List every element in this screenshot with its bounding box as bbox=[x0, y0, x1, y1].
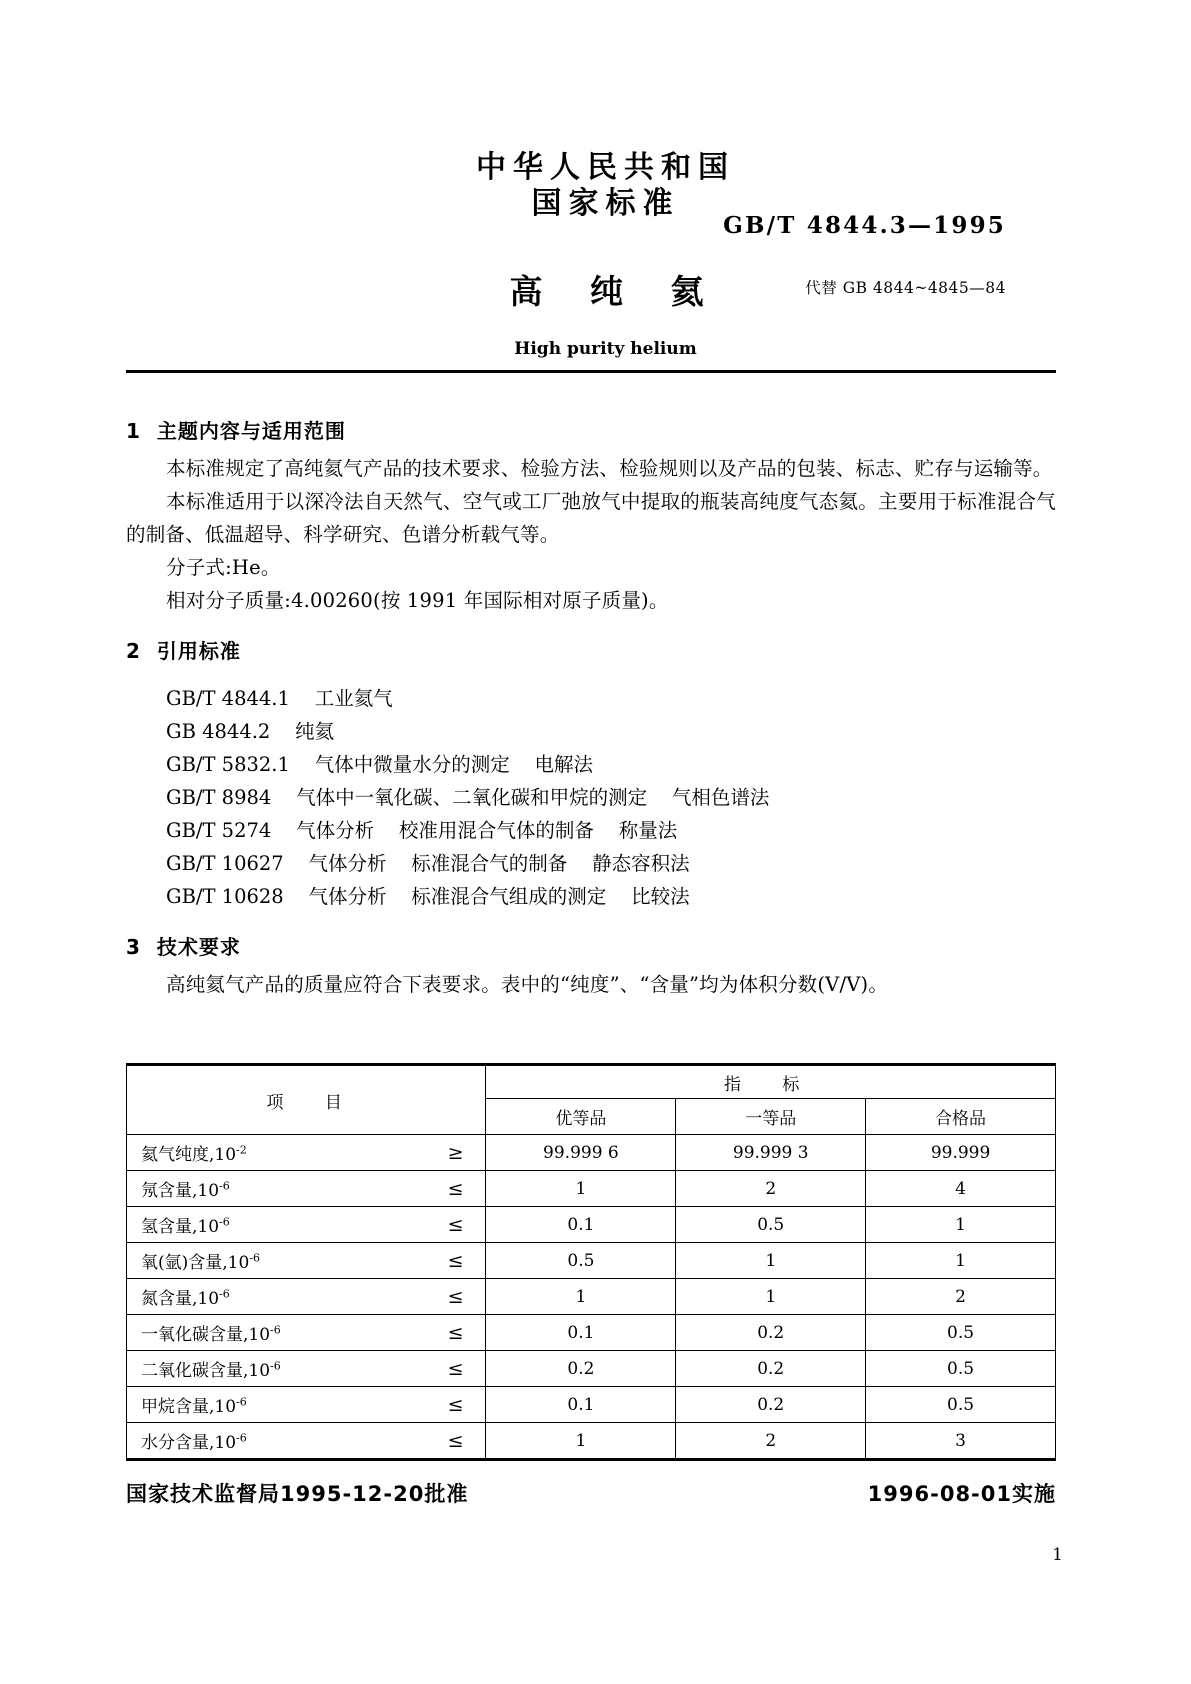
table-cell: 1 bbox=[866, 1207, 1056, 1243]
table-body bbox=[127, 1065, 1056, 1460]
item-cell bbox=[127, 1135, 485, 1170]
table-header-grade-2: 合格品 bbox=[866, 1099, 1056, 1135]
specification-table bbox=[126, 1063, 1056, 1461]
document-header bbox=[0, 150, 1191, 359]
approval-text: 国家技术监督局1995-12-20批准 bbox=[126, 1482, 469, 1506]
table-row bbox=[127, 1279, 1056, 1315]
standard-number: GB/T 4844.3—1995 bbox=[723, 212, 1006, 239]
section-1-paragraph-4: 相对分子质量:4.00260(按 1991 年国际相对原子质量)。 bbox=[166, 589, 669, 612]
table-row-item bbox=[127, 1351, 486, 1387]
implementation-text: 1996-08-01实施 bbox=[867, 1482, 1056, 1506]
item-label: 氖含量$,10^{-6}$ bbox=[141, 1179, 230, 1201]
item-operator: ≤ bbox=[447, 1249, 464, 1272]
item-cell bbox=[127, 1387, 485, 1422]
list-item: GB/T 4844.1 工业氦气 bbox=[166, 687, 393, 710]
spacer bbox=[126, 672, 1056, 682]
item-label: 甲烷含量$,10^{-6}$ bbox=[141, 1395, 247, 1417]
item-operator: ≤ bbox=[447, 1213, 464, 1236]
table-row bbox=[127, 1243, 1056, 1279]
page-number: 1 bbox=[1052, 1545, 1063, 1565]
table-cell: 1 bbox=[486, 1423, 676, 1460]
table-cell: 99.999 3 bbox=[676, 1135, 866, 1171]
document-title-english: High purity helium bbox=[514, 339, 697, 359]
table-cell: 99.999 bbox=[866, 1135, 1056, 1171]
item-label: 二氧化碳含量$,10^{-6}$ bbox=[141, 1359, 281, 1381]
table-cell: 0.1 bbox=[486, 1387, 676, 1423]
item-cell bbox=[127, 1351, 485, 1386]
section-1-paragraph-3: 分子式:He。 bbox=[166, 556, 281, 579]
item-operator: ≤ bbox=[447, 1321, 464, 1344]
section-1-paragraph-1: 本标准规定了高纯氦气产品的技术要求、检验方法、检验规则以及产品的包装、标志、贮存与运输等。 bbox=[166, 457, 1053, 480]
table-cell: 0.2 bbox=[676, 1315, 866, 1351]
item-label: 氧(氩)含量$,10^{-6}$ bbox=[141, 1251, 261, 1273]
list-item: GB/T 5274 气体分析 校准用混合气体的制备 称量法 bbox=[166, 819, 678, 842]
table-cell: 1 bbox=[486, 1279, 676, 1315]
document-body bbox=[126, 415, 1056, 1001]
table-row-item bbox=[127, 1387, 486, 1423]
table-cell: 0.1 bbox=[486, 1315, 676, 1351]
table-row-item bbox=[127, 1279, 486, 1315]
table-header-row-1 bbox=[127, 1065, 1056, 1099]
table-header-grade-1: 一等品 bbox=[676, 1099, 866, 1135]
table-header-grade-0: 优等品 bbox=[486, 1099, 676, 1135]
table-row-item bbox=[127, 1243, 486, 1279]
table-cell: 2 bbox=[866, 1279, 1056, 1315]
table-cell: 4 bbox=[866, 1171, 1056, 1207]
item-operator: ≤ bbox=[447, 1429, 464, 1452]
table-cell: 1 bbox=[866, 1243, 1056, 1279]
table-row bbox=[127, 1315, 1056, 1351]
item-operator: ≤ bbox=[447, 1393, 464, 1416]
item-cell bbox=[127, 1315, 485, 1350]
list-item: GB/T 8984 气体中一氧化碳、二氧化碳和甲烷的测定 气相色谱法 bbox=[166, 786, 770, 809]
section-1-paragraph-2: 本标准适用于以深冷法自天然气、空气或工厂弛放气中提取的瓶装高纯度气态氦。主要用于标准混合气的制备、低温超导、科学研究、色谱分析载气等。 bbox=[126, 490, 1056, 546]
section-3-title: 技术要求 bbox=[156, 935, 241, 959]
table-cell: 0.5 bbox=[866, 1351, 1056, 1387]
table-row-item bbox=[127, 1171, 486, 1207]
item-label: 氢含量$,10^{-6}$ bbox=[141, 1215, 230, 1237]
item-label: 氮含量$,10^{-6}$ bbox=[141, 1287, 230, 1309]
table-cell: 0.5 bbox=[676, 1207, 866, 1243]
item-label: 一氧化碳含量$,10^{-6}$ bbox=[141, 1323, 281, 1345]
item-label: 氦气纯度$,10^{-2}$ bbox=[141, 1143, 247, 1165]
table-cell: 1 bbox=[486, 1171, 676, 1207]
table-cell: 0.5 bbox=[486, 1243, 676, 1279]
table-header-index-label: 指 标 bbox=[724, 1074, 818, 1095]
spacer bbox=[126, 617, 1056, 635]
section-1-number: 1 bbox=[126, 419, 141, 443]
table-cell: 1 bbox=[676, 1279, 866, 1315]
section-1-title: 主题内容与适用范围 bbox=[156, 419, 346, 443]
list-item: GB/T 10627 气体分析 标准混合气的制备 静态容积法 bbox=[166, 852, 690, 875]
header-divider bbox=[126, 370, 1056, 373]
item-cell bbox=[127, 1207, 485, 1242]
table-cell: 2 bbox=[676, 1423, 866, 1460]
table-row-item bbox=[127, 1207, 486, 1243]
table-header-index bbox=[486, 1065, 1056, 1099]
item-cell bbox=[127, 1279, 485, 1314]
item-cell bbox=[127, 1423, 485, 1458]
list-item: GB/T 10628 气体分析 标准混合气组成的测定 比较法 bbox=[166, 885, 690, 908]
table-cell: 0.2 bbox=[676, 1387, 866, 1423]
section-3-number: 3 bbox=[126, 935, 141, 959]
section-2-heading bbox=[126, 635, 1056, 668]
table-row bbox=[127, 1207, 1056, 1243]
section-2-number: 2 bbox=[126, 639, 141, 663]
spacer bbox=[126, 913, 1056, 931]
referenced-standards-list bbox=[126, 682, 1056, 913]
table-cell: 1 bbox=[676, 1243, 866, 1279]
section-1-heading bbox=[126, 415, 1056, 448]
table-cell: 0.5 bbox=[866, 1315, 1056, 1351]
replaces-note: 代替 GB 4844~4845—84 bbox=[805, 279, 1006, 297]
table-header-item bbox=[127, 1065, 486, 1135]
table-header-item-label: 项 目 bbox=[266, 1092, 360, 1113]
item-operator: ≤ bbox=[447, 1285, 464, 1308]
item-label: 水分含量$,10^{-6}$ bbox=[141, 1431, 247, 1453]
table-row bbox=[127, 1135, 1056, 1171]
table-cell: 99.999 6 bbox=[486, 1135, 676, 1171]
table-cell: 0.5 bbox=[866, 1387, 1056, 1423]
document-title: 高 纯 氦 bbox=[509, 272, 722, 311]
item-operator: ≤ bbox=[447, 1357, 464, 1380]
document-footer bbox=[126, 1478, 1056, 1508]
item-operator: ≥ bbox=[447, 1141, 464, 1164]
table-cell: 3 bbox=[866, 1423, 1056, 1460]
table-row bbox=[127, 1351, 1056, 1387]
item-cell bbox=[127, 1243, 485, 1278]
list-item: GB/T 5832.1 气体中微量水分的测定 电解法 bbox=[166, 753, 594, 776]
table-cell: 0.1 bbox=[486, 1207, 676, 1243]
section-3-paragraph-1: 高纯氦气产品的质量应符合下表要求。表中的“纯度”、“含量”均为体积分数(V/V)。 bbox=[166, 973, 889, 996]
section-2-title: 引用标准 bbox=[156, 639, 241, 663]
table-cell: 2 bbox=[676, 1171, 866, 1207]
table-row-item bbox=[127, 1315, 486, 1351]
table-row-item bbox=[127, 1423, 486, 1460]
item-operator: ≤ bbox=[447, 1177, 464, 1200]
item-cell bbox=[127, 1171, 485, 1206]
table-cell: 0.2 bbox=[676, 1351, 866, 1387]
table-row bbox=[127, 1171, 1056, 1207]
national-standard-title: 中华人民共和国国家标准 bbox=[476, 150, 735, 221]
table-cell: 0.2 bbox=[486, 1351, 676, 1387]
section-3-heading bbox=[126, 931, 1056, 964]
table-row-item bbox=[127, 1135, 486, 1171]
table-row bbox=[127, 1423, 1056, 1460]
list-item: GB 4844.2 纯氦 bbox=[166, 720, 335, 743]
table-row bbox=[127, 1387, 1056, 1423]
